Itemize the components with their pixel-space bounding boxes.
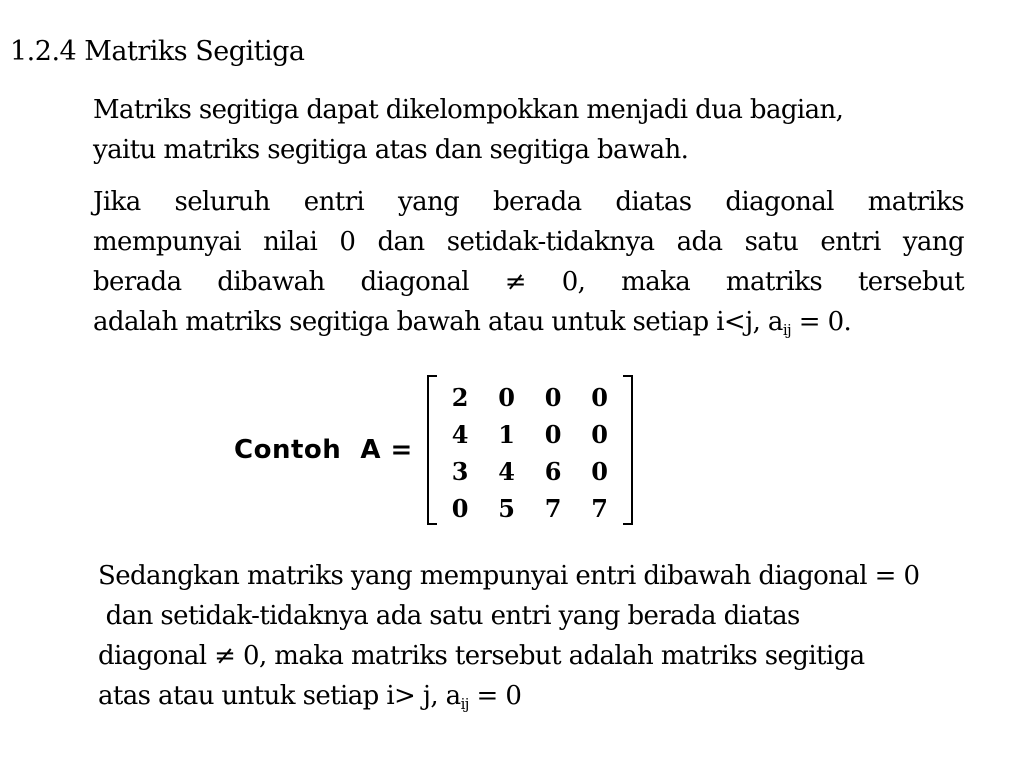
matrix-name: A = — [360, 435, 413, 465]
section-heading: 1.2.4 Matriks Segitiga — [10, 36, 305, 67]
matrix-cell: 4 — [451, 420, 469, 449]
right-bracket — [623, 375, 633, 525]
matrix-cell: 4 — [498, 457, 515, 486]
left-bracket — [427, 375, 437, 525]
example-label — [234, 435, 413, 465]
matrix-grid — [437, 379, 623, 527]
matrix-cell: 5 — [498, 494, 515, 523]
lower-line: mempunyai nilai 0 dan setidak-tidaknya ada satu entri yang — [93, 227, 964, 257]
lower-line-last — [93, 302, 964, 342]
upper-last-equals: = 0 — [468, 681, 522, 711]
intro-paragraph — [93, 90, 993, 170]
matrix-cell: 0 — [591, 457, 608, 486]
matrix-a — [427, 375, 633, 525]
subscript-ij: ij — [460, 695, 469, 713]
matrix-cell: 3 — [451, 457, 469, 486]
matrix-cell: 2 — [451, 383, 469, 412]
matrix-cell: 0 — [544, 420, 562, 449]
upper-line-last — [98, 676, 1024, 716]
matrix-cell: 1 — [498, 420, 515, 449]
matrix-cell: 7 — [591, 494, 608, 523]
matrix-cell: 0 — [544, 383, 562, 412]
lower-last-text: adalah matriks segitiga bawah atau untuk setiap i<j, a — [93, 307, 783, 337]
lower-line: berada dibawah diagonal ≠ 0, maka matriks tersebut — [93, 267, 964, 297]
lower-last-equals: = 0. — [791, 307, 852, 337]
example-matrix — [234, 374, 633, 526]
upper-line: dan setidak-tidaknya ada satu entri yang berada diatas — [98, 601, 800, 631]
subscript-ij: ij — [782, 321, 792, 339]
matrix-cell: 0 — [451, 494, 469, 523]
matrix-cell: 6 — [544, 457, 562, 486]
intro-line: Matriks segitiga dapat dikelompokkan menjadi dua bagian, — [93, 95, 844, 125]
lower-line: Jika seluruh entri yang berada diatas diagonal matriks — [93, 187, 964, 217]
upper-line: diagonal ≠ 0, maka matriks tersebut adalah matriks segitiga — [98, 641, 865, 671]
matrix-cell: 0 — [591, 420, 608, 449]
matrix-cell: 7 — [544, 494, 562, 523]
intro-line: yaitu matriks segitiga atas dan segitiga bawah. — [93, 135, 689, 165]
lower-triangular-paragraph — [93, 182, 964, 342]
matrix-cell: 0 — [498, 383, 515, 412]
upper-triangular-paragraph — [98, 556, 1024, 716]
upper-last-text: atas atau untuk setiap i> j, a — [98, 681, 461, 711]
upper-line: Sedangkan matriks yang mempunyai entri dibawah diagonal = 0 — [98, 561, 920, 591]
example-word: Contoh — [234, 435, 342, 465]
matrix-cell: 0 — [591, 383, 608, 412]
